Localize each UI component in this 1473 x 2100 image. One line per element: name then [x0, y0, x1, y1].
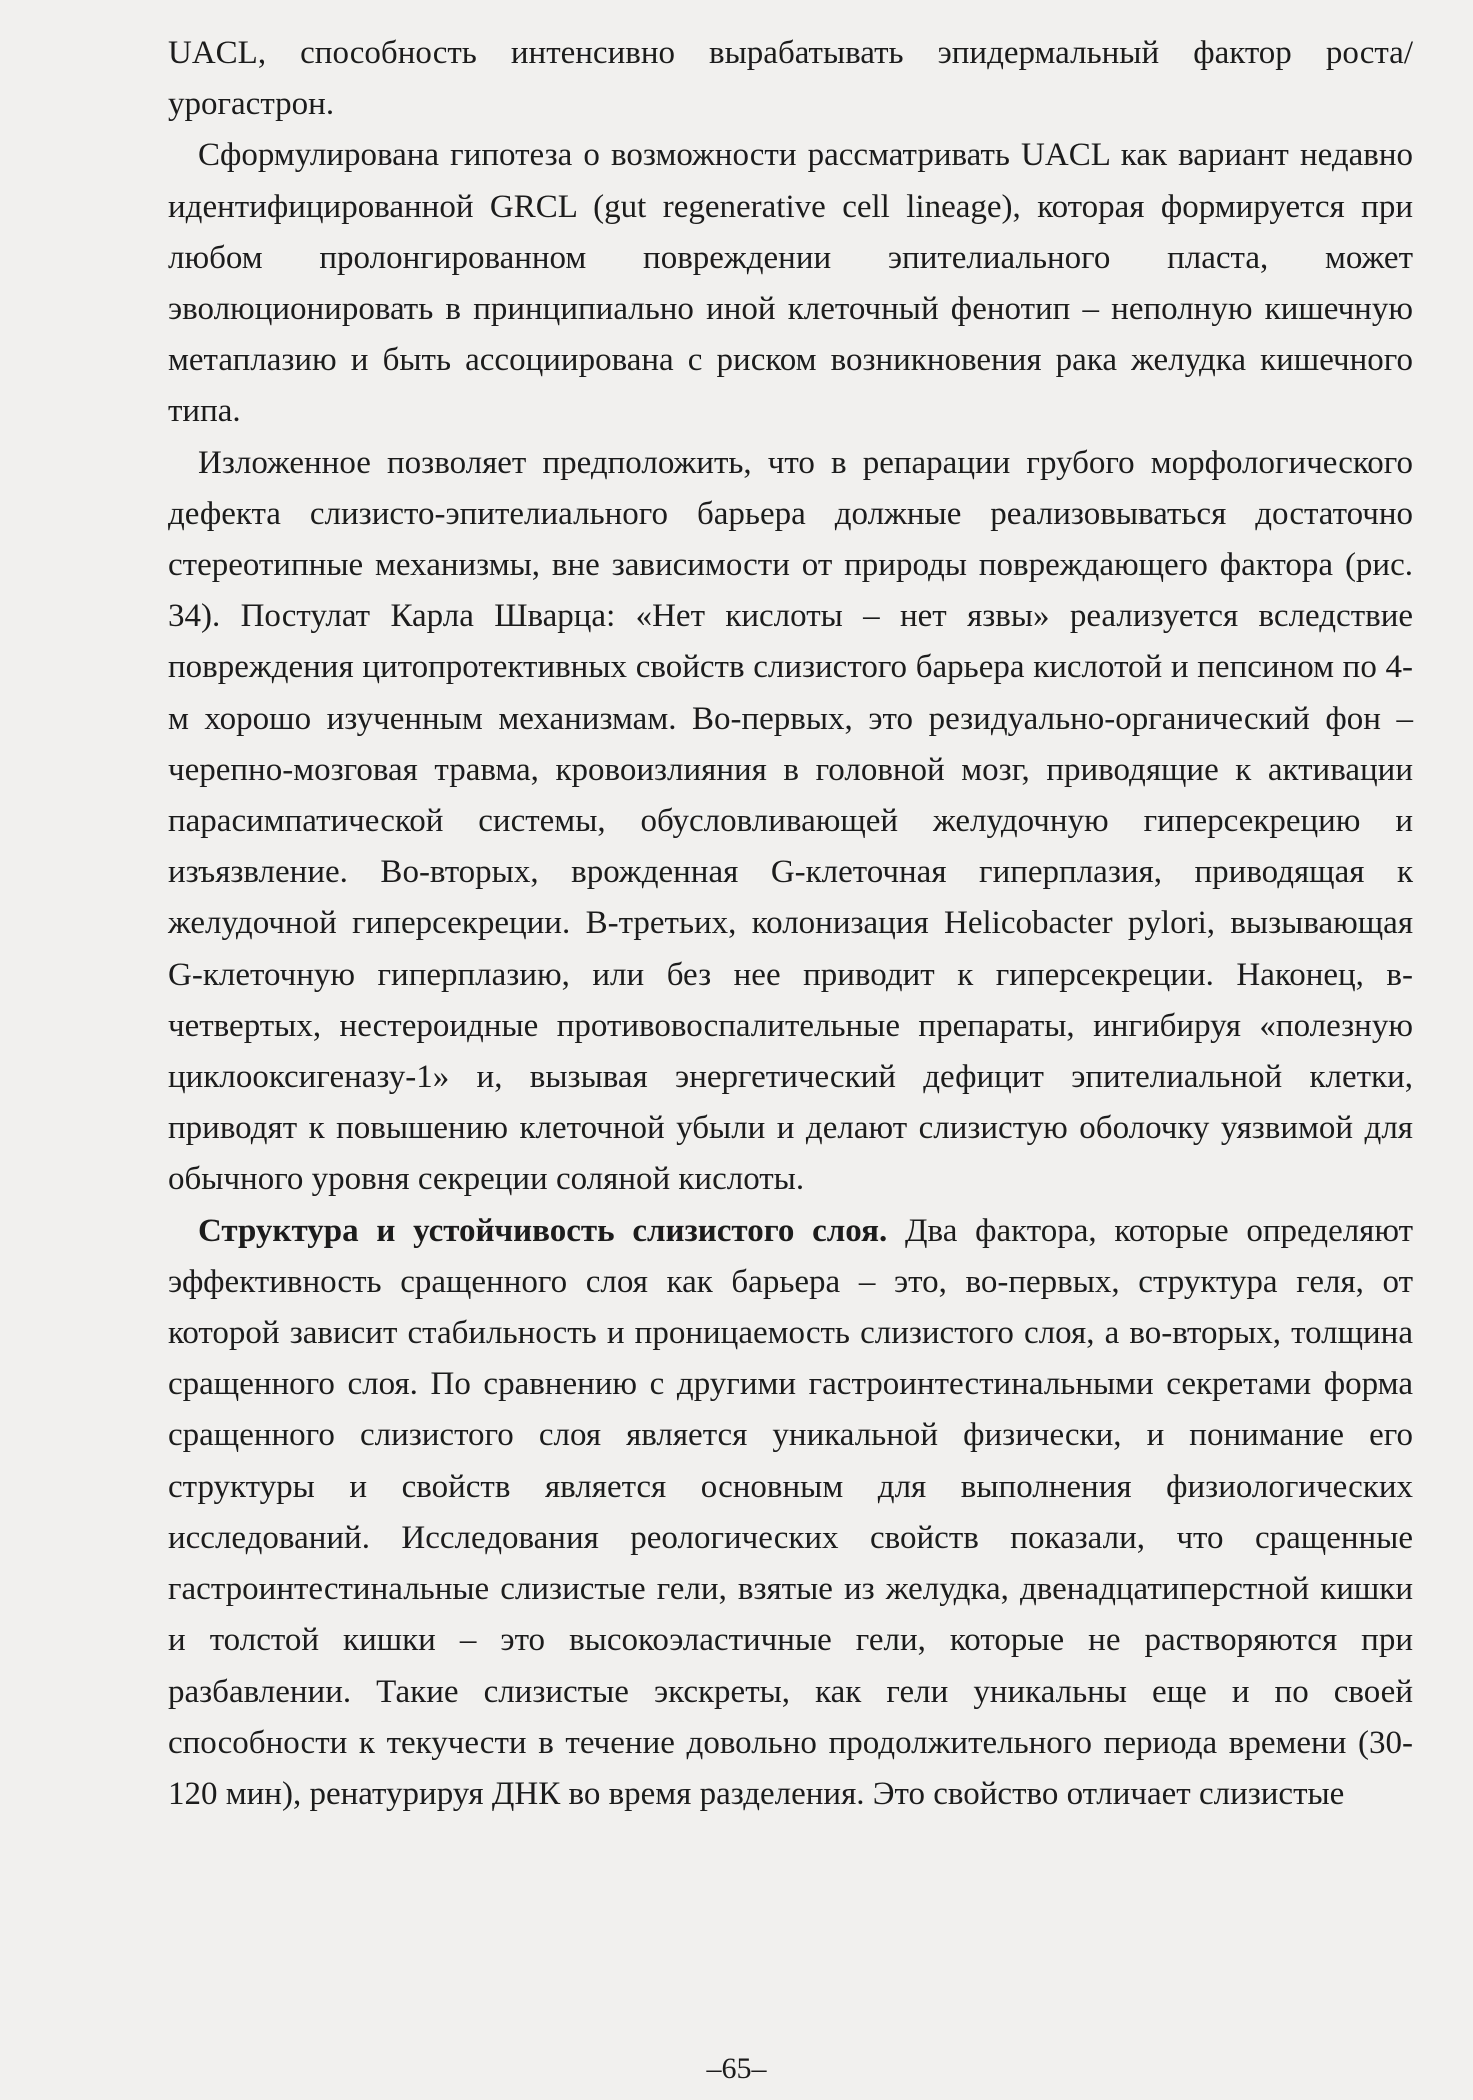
section-heading: Структура и устойчивость слизистого слоя.: [198, 1212, 888, 1249]
section-body-text: Два фактора, которые определяют эффективность сращенного слоя как барьера – это, во-первых, структура геля, от которой зависит стабильность и проницаемость слизистого слоя, а во-вторых, толщина сращенного слоя. По сравнению с другими гастроинтестинальными секретами форма сращенного слизистого слоя является уникальной физически, и понимание его структуры и свойств является основным для выполнения физиологических исследований. Исследования реологических свойств показали, что сращенные гастроинтестинальные слизистые гели, взятые из желудка, двенадцатиперстной кишки и толстой кишки – это высокоэластичные гели, которые не растворяются при разбавлении. Такие слизистые экскреты, как гели уникальны еще и по своей способности к текучести в течение довольно продолжительного периода времени (30-120 мин), ренатурируя ДНК во время разделения. Это свойство отличает слизистые: [168, 1212, 1413, 1812]
page-number: –65–: [706, 2052, 767, 2085]
paragraph-repair-mechanisms: Изложенное позволяет предположить, что в репарации грубого морфологического дефекта слизисто-эпителиального барьера должные реализовываться достаточно стереотипные механизмы, вне зависимости от природы повреждающего фактора (рис. 34). Постулат Карла Шварца: «Нет кислоты – нет язвы» реализуется вследствие повреждения цитопротективных свойств слизистого барьера кислотой и пепсином по 4-м хорошо изученным механизмам. Во-первых, это резидуально-органический фон – черепно-мозговая травма, кровоизлияния в головной мозг, приводящие к активации парасимпатической системы, обусловливающей желудочную гиперсекрецию и изъязвление. Во-вторых, врожденная G-клеточная гиперплазия, приводящая к желудочной гиперсекреции. В-третьих, колонизация Helicobacter pylori, вызывающая G-клеточную гиперплазию, или без нее приводит к гиперсекреции. Наконец, в-четвертых, нестероидные противовоспалительные препараты, ингибируя «полезную циклооксигеназу-1» и, вызывая энергетический дефицит эпителиальной клетки, приводят к повышению клеточной убыли и делают слизистую оболочку уязвимой для обычного уровня секреции соляной кислоты.: [168, 444, 1413, 1198]
paragraph-mucus-layer-structure: [168, 1206, 1413, 1820]
paragraph-hypothesis: Сформулирована гипотеза о возможности рассматривать UACL как вариант недавно идентифицированной GRCL (gut regenerative cell lineage), которая формируется при любом пролонгированном повреждении эпителиального пласта, может эволюционировать в принципиально иной клеточный фенотип – неполную кишечную метаплазию и быть ассоциирована с риском возникновения рака желудка кишечного типа.: [168, 137, 1413, 430]
paragraph-uacl-continuation: UACL, способность интенсивно вырабатывать эпидермальный фактор роста/урогастрон.: [168, 35, 1413, 123]
